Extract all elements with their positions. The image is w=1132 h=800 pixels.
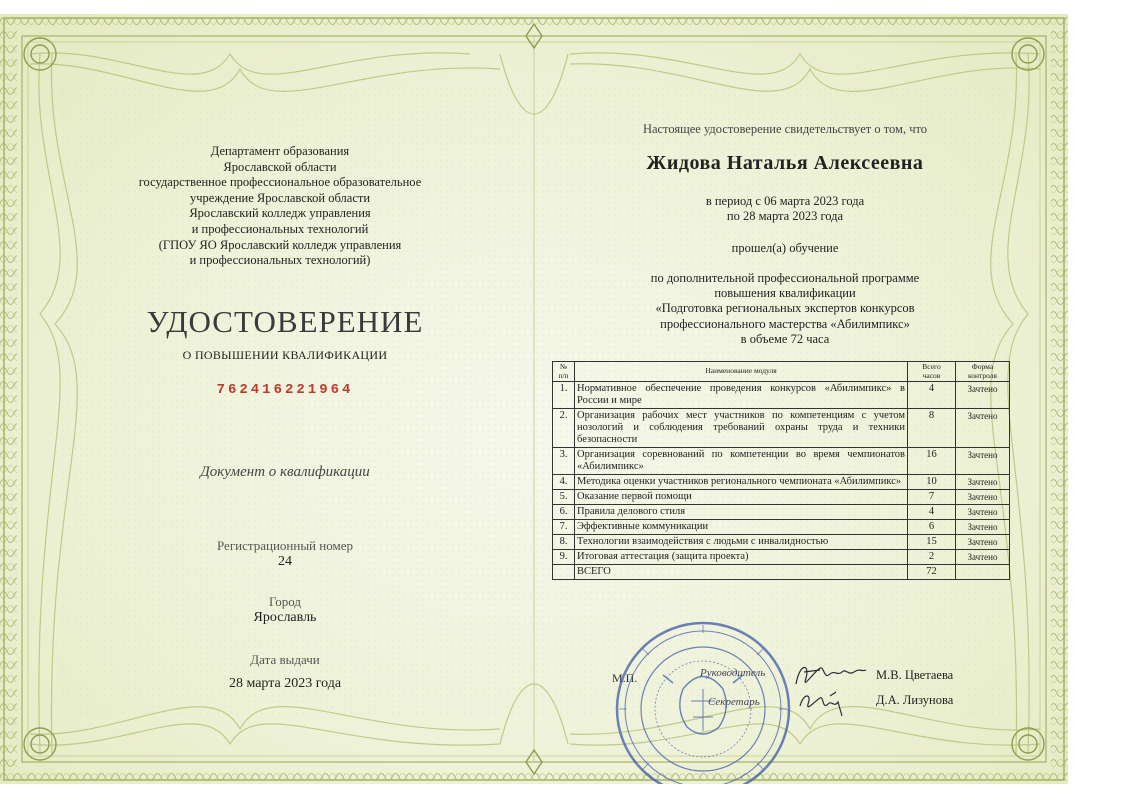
certificate-spread [0,14,1068,784]
blank-serial-number: 762416221964 [216,382,354,398]
row-control: Зачтено [956,409,1010,448]
issuer-line: Ярославской области [223,159,337,174]
program-description [570,271,1000,347]
row-hours: 10 [908,475,956,490]
table-row [553,520,1010,535]
issue-date-label: Дата выдачи [250,652,320,667]
row-number: 8. [553,535,575,550]
table-header-row [553,362,1010,382]
row-module: Технологии взаимодействия с людьми с инвалидностью [575,535,908,550]
program-line: по дополнительной профессиональной программе [650,271,920,285]
issue-date: 28 марта 2023 года [228,676,342,691]
table-row [553,382,1010,409]
program-line: повышения квалификации [714,286,856,301]
row-module: Итоговая аттестация (защита проекта) [575,550,908,565]
official-seal-stamp [613,619,793,784]
issuer-department [110,144,450,269]
header-module: Наименование модуля [575,362,908,382]
issuer-line: учреждение Ярославской области [189,190,371,205]
row-number: 3. [553,448,575,475]
row-hours: 2 [908,550,956,565]
training-period [570,194,1000,224]
row-control: Зачтено [956,448,1010,475]
row-control: Зачтено [956,382,1010,409]
table-total-row [553,565,1010,580]
period-start: в период с 06 марта 2023 года [705,194,865,208]
total-label: ВСЕГО [575,565,908,580]
table-row [553,505,1010,520]
row-hours: 7 [908,490,956,505]
period-end: по 28 марта 2023 года [726,209,844,223]
row-hours: 16 [908,448,956,475]
row-number: 6. [553,505,575,520]
secretary-name: Д.А. Лизунова [876,693,954,707]
head-name: М.В. Цветаева [876,668,954,682]
row-module: Нормативное обеспечение проведения конкурсов «Абилимпикс» в России и мире [575,382,908,409]
intro-text: Настоящее удостоверение свидетельствует о том, что [642,122,928,136]
signatures [790,654,870,724]
program-line: в объеме 72 часа [740,331,830,346]
secretary-position: Секретарь [708,696,760,708]
row-number: 9. [553,550,575,565]
table-row [553,475,1010,490]
row-module: Организация соревнований по компетенции во время чемпионатов «Абилимпикс» [575,448,908,475]
row-module: Эффективные коммуникации [575,520,908,535]
issuer-line: государственное профессиональное образовательное [138,175,422,190]
program-line: профессионального мастерства «Абилимпикс» [660,316,910,331]
header-number: № п/п [553,362,575,382]
row-module: Методика оценки участников регионального чемпионата «Абилимпикс» [575,475,908,490]
total-hours: 72 [908,565,956,580]
head-position: Руководитель [700,667,766,679]
row-number: 5. [553,490,575,505]
table-row [553,550,1010,565]
document-type: Документ о квалификации [200,464,370,480]
issuer-line: Департамент образования [210,144,350,158]
header-hours: Всего часов [908,362,956,382]
row-number: 2. [553,409,575,448]
issuer-line: и профессиональных технологий [191,221,369,236]
holder-full-name: Жидова Наталья Алексеевна [646,152,924,174]
city-value: Ярославль [253,610,317,625]
row-hours: 8 [908,409,956,448]
row-number: 4. [553,475,575,490]
head-signature [796,667,866,684]
row-control: Зачтено [956,505,1010,520]
row-number: 7. [553,520,575,535]
row-hours: 4 [908,382,956,409]
table-row [553,448,1010,475]
row-control: Зачтено [956,550,1010,565]
row-control: Зачтено [956,490,1010,505]
row-module: Организация рабочих мест участников по компетенциям с учетом нозологий и соблюдения требований охраны труда и техники безопасности [575,409,908,448]
certificate-title: УДОСТОВЕРЕНИЕ [146,304,424,339]
row-hours: 15 [908,535,956,550]
row-hours: 4 [908,505,956,520]
table-row [553,490,1010,505]
secretary-signature [800,692,842,716]
row-number: 1. [553,382,575,409]
registration-label: Регистрационный номер [217,538,353,553]
modules-table [552,361,1010,580]
registration-number: 24 [278,554,292,569]
row-control: Зачтено [956,535,1010,550]
completed-text: прошел(а) обучение [731,241,839,255]
row-module: Правила делового стиля [575,505,908,520]
program-line: «Подготовка региональных экспертов конкурсов [655,301,915,316]
issuer-line: и профессиональных технологий) [189,253,371,268]
header-control: Форма контроля [956,362,1010,382]
row-module: Оказание первой помощи [575,490,908,505]
issuer-line: (ГПОУ ЯО Ярославский колледж управления [158,237,402,252]
row-control: Зачтено [956,520,1010,535]
issuer-line: Ярославский колледж управления [189,206,371,221]
table-row [553,535,1010,550]
city-label: Город [268,594,302,609]
table-row [553,409,1010,448]
row-control: Зачтено [956,475,1010,490]
row-hours: 6 [908,520,956,535]
stamp-place-label: М.П. [612,671,638,685]
certificate-subtitle: О ПОВЫШЕНИИ КВАЛИФИКАЦИИ [182,348,388,362]
